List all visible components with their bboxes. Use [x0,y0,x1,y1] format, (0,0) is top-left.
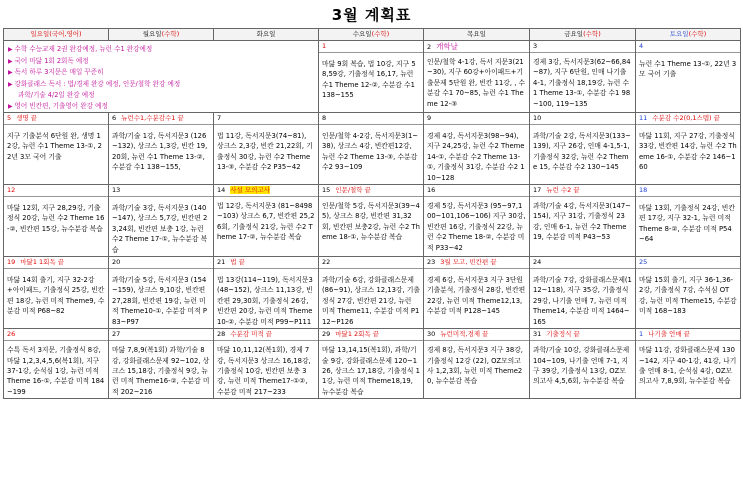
day-cell[interactable] [109,185,214,257]
day-number: 19 [7,258,16,267]
week-row-1 [4,41,741,113]
day-plan: 마닳 15회 출기, 지구 36-1,36-2강, 기출정식 7강, 수석심 OT강, 뉴런 미적 Theme15, 수분감 미적 168~183 [639,276,737,316]
week-row-2 [4,113,741,185]
day-number: 8 [322,114,327,122]
day-number: 15 [322,186,331,195]
day-plan: 인문/철학 4-2강, 독서지문3(1~38), 상크스 4강, 빈칸편12강, 뉴런 수2 Theme 13-③, 수분감 수2 93~109 [322,132,418,172]
day-plan: 법 11강, 독서지문3(74~81), 상크스 2,3강, 빈칸 21,22회, 기출정식 30강, 뉴런 수2 Theme 13-③, 수분감 수2 P35~42 [217,132,313,172]
day-number: 7 [217,114,222,122]
day-plan: 수특 독서 3지문, 기출정식 8강, 마닳 1,2,3,4,5,6(복1회), 지구 37-1강, 순석심 1강, 뉴런 미적 Theme 16-①, 수분감 미적 184~199 [7,346,105,396]
memo-item: 과학/기술 4/2일 완강 예정 [18,91,95,99]
weekday-mon: 월요일(수학) [109,29,214,41]
day-number: 12 [7,186,16,195]
triangle-bullet-icon: ▶ [8,46,15,53]
day-cell[interactable] [530,113,636,185]
day-plan: 마닳 11회, 지구 27강, 기출정식 33강, 빈칸편 14강, 뉴런 수2 Theme 16-①, 수분감 수2 146~160 [639,132,737,172]
weekday-wed: 수요일(수학) [319,29,424,41]
day-plan: 과학/기술 4강, 독서지문3(147~154), 지구 31강, 기출정식 23강, 인매 6-1, 뉴런 수2 Theme 19, 수분감 미적 P43~53 [533,202,631,242]
day-plan: 경제 6강, 독서지문3 지구 3단원 기출분석, 기출정식 28강, 빈칸편 22강, 뉴런 미적 Theme12,13, 수분감 미적 P128~145 [427,276,526,316]
weekday-tue: 화요일 [214,29,319,41]
day-cell[interactable] [424,41,530,113]
day-cell[interactable] [214,329,319,399]
day-plan: 과학/기술 5강, 독서지문3 (154~159), 상크스 9,10강, 빈칸편 27,28회, 빈칸편 19강, 뉴런 미적 Theme10-①, 수분감 미적 P83~P97 [112,276,207,326]
day-plan: 경제 8강, 독서지문3 지구 38강, 기출정식 12강 (22), OZ모의고사 1,2,3회, 뉴런 미적 Theme20, 뉴수분감 복습 [427,346,523,386]
day-number: 17 [533,186,542,195]
day-number: 11 [639,114,648,122]
day-number: 20 [112,258,121,267]
memo-item: ▶ 수학 수능교재 2권 완강예정, 뉴런 수1 완강예정 [8,45,153,53]
day-cell[interactable] [424,113,530,185]
day-cell[interactable] [4,329,109,399]
day-plan: 과학/기술 2강, 독서지문3(133~139), 지구 26강, 인매 4-1,5-1,기출정식 32강, 뉴런 수2 Theme 15, 수분감 수2 130~145 [533,132,631,172]
day-number: 26 [7,330,16,339]
day-number: 2 [427,43,432,51]
day-cell[interactable] [4,257,109,329]
day-number: 18 [639,186,648,195]
day-plan: 마닳 11강, 강화클래스문제 130~142, 지구 40-1강, 41강, 나기출 언매 8-1, 순석심 4강, OZ모의고사 7,8,9회, 뉴수분감 복습 [639,346,737,386]
day-plan: 과학/기술 6강, 강화클래스문제(86~91), 상크스 12,13강, 기출정식 27강, 빈칸편 21강, 뉴런 미적 Theme11, 수분감 미적 P112~P126 [322,276,420,326]
day-plan: 마닳 9회 복습, 법 10강, 지구 58,59강, 기출정석 16,17, 뉴런 수1 Theme 12-②, 수분감 수1 138~155 [322,60,416,100]
day-cell[interactable] [319,113,424,185]
triangle-bullet-icon: ▶ [8,69,15,76]
day-cell[interactable] [109,329,214,399]
day-number: 3 [533,42,538,50]
day-number: 23 [427,258,436,267]
day-cell[interactable] [424,185,530,257]
day-number: 16 [427,186,436,195]
weekday-header-row [4,29,741,41]
day-plan: 과학/기술 3강, 독서지문3 (140~147), 상크스 5,7강, 빈칸편 23,24회, 빈칸편 보충 1강, 뉴런 수2 Theme 17-①, 뉴수분감 복습 [112,204,208,254]
day-cell[interactable] [4,185,109,257]
day-number: 5 [7,114,12,122]
day-cell[interactable] [530,257,636,329]
day-cell[interactable] [214,185,319,257]
day-cell[interactable] [636,41,741,113]
day-event-label: 마닳1 2회독 끝 [335,330,380,339]
day-cell[interactable] [319,41,424,113]
day-event-label: 인문/철학 끝 [335,186,371,195]
day-cell[interactable] [530,41,636,113]
day-number: 30 [427,330,436,339]
day-plan: 마닳 13,14,15(복1회), 과학/기술 9강, 강화클래스문제 120~126, 상크스 17,18강, 기출정식 11강, 뉴런 미적 Theme18,19, 뉴수분감 복습 [322,346,420,396]
day-plan: 경제 5강, 독서지문3 (95~97,100~101,106~106) 지구 30강, 빈칸편 16강, 기출정식 22강, 뉴런 수2 Theme 18-②, 수분감 미적 P33~42 [427,202,526,252]
day-plan: 마닳 10,11,12(복1회), 경제 7강, 독서지문3 상크스 16,18강, 기출정식 10강, 빈칸편 보충 3강, 뉴런 미적 Theme17-①②, 수분감 미적 217~233 [217,346,311,396]
day-cell[interactable] [636,113,741,185]
day-event-label: 마닳1 1회독 끝 [20,258,65,267]
day-event-label: 나기출 언매 끝 [648,330,690,339]
day-event-label: 뉴런 수2 끝 [546,186,580,195]
day-number: 6 [112,114,117,122]
weekday-sat: 토요일(수학) [636,29,741,41]
day-number: 27 [112,330,121,339]
day-cell[interactable] [636,329,741,399]
day-number: 21 [217,258,226,267]
day-plan: 뉴런 수1 Theme 13-①, 22년 3모 국어 기출 [639,60,737,79]
day-number: 14 [217,186,226,195]
week-row-4 [4,257,741,329]
day-plan: 마닳 14회 출기, 지구 32-2강+아이패드, 기출정식 25강, 빈칸편 18강, 뉴런 미적 Theme9, 수분감 미적 P68~82 [7,276,105,316]
day-plan: 마닳 13회, 기출정식 24강, 빈칸편 17강, 지구 32-1, 뉴런 미적 Theme 8-②, 수분감 미적 P54~64 [639,204,735,244]
day-number: 24 [533,258,542,267]
day-cell[interactable] [530,185,636,257]
day-event-label: 개학날 [436,42,458,51]
day-number: 25 [639,258,648,267]
day-plan: 법 12강, 독서지문3 (81~8498~103) 상크스 6,7, 빈칸편 25,26회, 기출정식 21강, 뉴런 수2 Theme 17-②, 뉴수분감 복습 [217,202,315,242]
day-number: 29 [322,330,331,339]
day-plan: 경제 3강, 독서지문3(62~66,84~87), 지구 6단원, 인매 나기출 4-1, 기출정식 18,19강, 뉴런 수1 Theme 13-①, 수분감 수1 98~100, 119~135 [533,58,631,108]
day-event-label: 사설 모의고사 [230,186,271,195]
day-plan: 과학/기술 1강, 독서지문3 (126~132), 상크스 1,3강, 빈칸 19,20회, 뉴런 수1 Theme 13-②, 수분감 수1 138~155, [112,132,208,172]
day-cell[interactable] [424,257,530,329]
day-number: 10 [533,114,542,122]
week-row-3 [4,185,741,257]
day-plan: 경제 4강, 독서지문3(98~94), 지구 24,25강, 뉴런 수2 Theme 14-①, 수분감 수2 Theme 13-①, 기출정식 31강, 수분감 수2 110~128 [427,132,525,182]
weekday-fri: 금요일(수학) [530,29,636,41]
day-number: 1 [322,42,327,50]
day-event-label: 3월 모고, 빈칸편 끝 [440,258,497,267]
weekday-sun: 일요일(국어,영어) [4,29,109,41]
day-event-label: 수분감 미적 끝 [230,330,273,339]
day-cell[interactable] [319,185,424,257]
day-event-label: 뉴런미적,경제 끝 [440,330,489,339]
day-event-label: 수분감 수2(0,1스텝) 끝 [652,114,720,122]
day-plan: 인문/철학 5강, 독서지문3(39~45), 상크스 8강, 빈칸편 31,32회, 빈칸편 보충2강, 뉴런 수2 Theme 18-①, 뉴수분감 복습 [322,202,420,242]
day-cell[interactable] [636,257,741,329]
memo-item: ▶ 강화클래스 독서 : 법/경제 완강 예정, 인문/철학 완강 예정 [8,79,181,88]
week-row-5 [4,329,741,399]
day-cell[interactable] [530,329,636,399]
day-plan: 마닳 12회, 지구 28,29강, 기출정식 20강, 뉴런 수2 Theme 16-②, 빈칸편 15강, 뉴수분감 복습 [7,204,105,233]
day-number: 1 [639,330,644,339]
memo-item: ▶ 국어 마닳 1회 2회독 예정 [8,56,89,65]
day-event-label: 법 끝 [230,258,245,267]
triangle-bullet-icon: ▶ [8,80,15,88]
day-plan: 과학/기술 10강, 강화클래스문제 104~109, 나기출 언매 7-1, 지구 39강, 기출정식 13강, OZ모의고사 4,5,6회, 뉴수분감 복습 [533,346,630,386]
day-event-label: 생명 끝 [16,114,38,122]
page-title: 3월 계획표 [331,6,412,24]
day-cell[interactable] [214,257,319,329]
triangle-bullet-icon: ▶ [8,57,15,65]
memo-cell [4,41,319,113]
day-number: 13 [112,186,121,195]
day-plan: 인문/철학 4-1강, 독서 지문3(21~30), 지구 60강+아이패드+기출문제 5단원 완, 빈칸 11강, , 수분감 수1 70~85, 뉴런 수1 Theme 12-③ [427,58,526,108]
day-number: 31 [533,330,542,339]
day-number: 28 [217,330,226,339]
day-cell[interactable] [109,257,214,329]
triangle-bullet-icon: ▶ [8,102,15,110]
day-number: 9 [427,114,432,122]
day-cell[interactable] [109,113,214,185]
memo-item: ▶ 영어 빈칸편, 기출영어 완강 예정 [8,101,108,110]
day-cell[interactable] [4,113,109,185]
day-plan: 마닳 7,8,9(복1회) 과학/기술 8강, 강화클래스문제 92~102, 상크스 15,18강, 기출정식 9강, 뉴런 미적 Theme16-②, 수분감 미적 202~216 [112,346,210,396]
day-cell[interactable] [319,329,424,399]
weekday-thu: 목요일 [424,29,530,41]
day-event-label: 기출정식 끝 [546,330,580,339]
day-cell[interactable] [636,185,741,257]
day-cell[interactable] [214,113,319,185]
calendar-table [3,28,741,399]
day-plan: 과학/기술 7강, 강화클래스문제(112~118), 지구 35강, 기출정식 29강, 나기출 언매 7, 뉴런 미적 Theme14, 수분감 미적 1464~165 [533,276,632,326]
day-plan: 법 13강(114~119), 독서지문3(48~152), 상크스 11,13강, 빈칸편 29,30회, 기출정식 26강, 빈칸편 20강, 뉴런 미적 Theme 10-②, 수분감 미적 P99~P111 [217,276,313,326]
day-event-label: 뉴런수1,수분감수1 끝 [121,114,184,122]
day-cell[interactable] [424,329,530,399]
memo-item: ▶ 독서 하루 3지문은 매일 꾸준히 [8,68,104,76]
day-plan: 지구 기출분석 6단원 완, 생명 12강, 뉴런 수1 Theme 13-①, 22년 3모 국어 기출 [7,132,102,161]
day-cell[interactable] [319,257,424,329]
day-number: 4 [639,42,644,50]
day-number: 22 [322,258,331,267]
